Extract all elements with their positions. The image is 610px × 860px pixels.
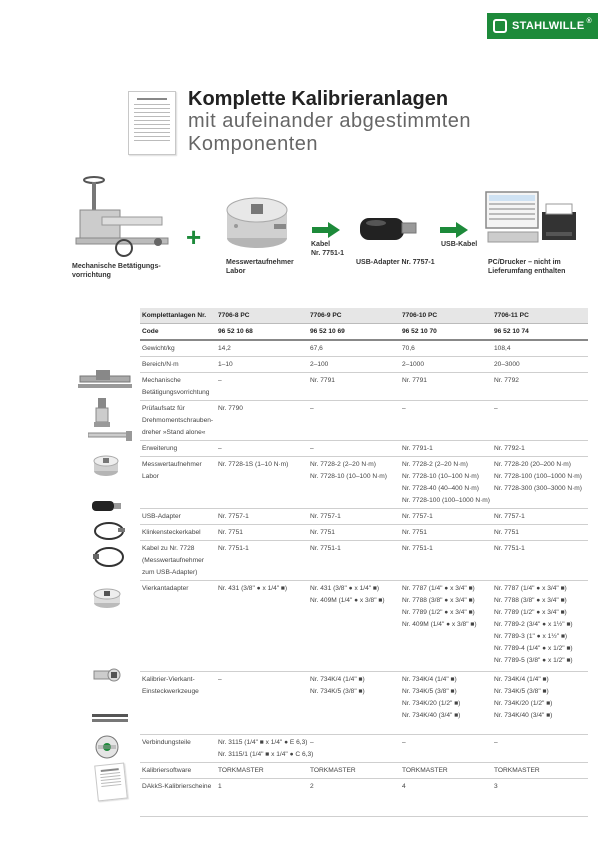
table-cell bbox=[400, 308, 492, 324]
cell-text: Klinkensteckerkabel bbox=[142, 528, 201, 536]
cell-text: Nr. 734K/40 (3/4" ■) bbox=[494, 711, 553, 719]
cell-text: Verbindungsteile bbox=[142, 738, 191, 746]
cell-text: Einsteckwerkzeuge bbox=[142, 687, 199, 695]
cell-text: Nr. 409M (1/4" ● x 3/8" ■) bbox=[310, 596, 385, 604]
table-cell bbox=[216, 308, 308, 324]
table-cell bbox=[400, 340, 492, 357]
table-cell bbox=[400, 357, 492, 373]
row-label bbox=[140, 541, 216, 581]
cell-text: DAkkS-Kalibrierscheine bbox=[142, 782, 212, 790]
cell-text: zum USB-Adapter) bbox=[142, 568, 198, 576]
cell-text: 96 52 10 69 bbox=[310, 327, 345, 335]
cell-text: Vierkantadapter bbox=[142, 584, 189, 592]
row-label bbox=[140, 509, 216, 525]
jack-cable-row-icon bbox=[92, 520, 126, 542]
cell-text: 7706-8 PC bbox=[218, 311, 250, 319]
table-row bbox=[140, 779, 588, 817]
certificate-thumbnail-icon bbox=[128, 91, 176, 155]
table-cell bbox=[216, 324, 308, 341]
cell-text: Nr. 7751-1 bbox=[494, 544, 525, 552]
arrow-right-icon bbox=[312, 222, 340, 238]
usb-adapter-image bbox=[356, 210, 418, 244]
table-row bbox=[140, 672, 588, 735]
cell-text: Nr. 734K/5 (3/8" ■) bbox=[494, 687, 549, 695]
cell-text: Nr. 7728-10 (10–100 N·m) bbox=[310, 472, 387, 480]
cell-text: 2–100 bbox=[310, 360, 329, 368]
plus-icon: + bbox=[186, 222, 202, 252]
table-cell bbox=[308, 357, 400, 373]
cell-text: 14,2 bbox=[218, 344, 231, 352]
cell-text: 67,6 bbox=[310, 344, 323, 352]
cell-text: Nr. 7789-4 (1/4" ● x 1/2" ■) bbox=[494, 644, 573, 652]
cell-text: Nr. 734K/5 (3/8" ■) bbox=[402, 687, 457, 695]
table-cell bbox=[216, 672, 308, 735]
table-cell bbox=[216, 441, 308, 457]
label-usb-cable: USB-Kabel bbox=[441, 241, 478, 248]
table-row bbox=[140, 509, 588, 525]
cell-text: Nr. 7751-1 bbox=[310, 544, 341, 552]
cell-text: Nr. 734K/20 (1/2" ■) bbox=[494, 699, 553, 707]
table-cell bbox=[400, 735, 492, 763]
cell-text: Nr. 7789 (1/2" ● x 3/4" ■) bbox=[494, 608, 567, 616]
cell-text: Nr. 7789-5 (3/8" ● x 1/2" ■) bbox=[494, 656, 573, 664]
cell-text: – bbox=[310, 738, 314, 746]
cell-text: Nr. 7751 bbox=[402, 528, 427, 536]
table-cell bbox=[492, 373, 588, 401]
cell-text: Nr. 7788 (3/8" ● x 3/4" ■) bbox=[402, 596, 475, 604]
row-label bbox=[140, 308, 216, 324]
cell-text: – bbox=[310, 444, 314, 452]
cell-text: 96 52 10 70 bbox=[402, 327, 437, 335]
brand-name: STAHLWILLE bbox=[512, 20, 585, 32]
table-cell bbox=[308, 735, 400, 763]
cell-text: Nr. 7792-1 bbox=[494, 444, 525, 452]
row-label bbox=[140, 324, 216, 341]
cell-text: 20–3000 bbox=[494, 360, 520, 368]
table-cell bbox=[492, 357, 588, 373]
cell-text: Kalibrier-Vierkant- bbox=[142, 675, 195, 683]
cell-text: Nr. 7728-1S (1–10 N·m) bbox=[218, 460, 289, 468]
table-cell bbox=[492, 581, 588, 672]
cell-text: 96 52 10 68 bbox=[218, 327, 253, 335]
cell-text: Drehmomentschrauben- bbox=[142, 416, 214, 424]
cell-text: Nr. 7791-1 bbox=[402, 444, 433, 452]
cell-text: 4 bbox=[402, 782, 406, 790]
table-cell bbox=[492, 324, 588, 341]
table-cell bbox=[400, 457, 492, 509]
brand-mark-icon bbox=[493, 19, 507, 33]
cell-text: TORKMASTER bbox=[218, 766, 264, 774]
table-cell bbox=[216, 509, 308, 525]
table-row bbox=[140, 541, 588, 581]
cell-text: Nr. 7757-1 bbox=[494, 512, 525, 520]
cell-text: Nr. 7751-1 bbox=[218, 544, 249, 552]
arrow-right-icon bbox=[440, 222, 468, 238]
cell-text: USB-Adapter bbox=[142, 512, 181, 520]
cell-text: Nr. 431 (3/8" ● x 1/4" ■) bbox=[310, 584, 380, 592]
row-label bbox=[140, 457, 216, 509]
cell-text: Erweiterung bbox=[142, 444, 178, 452]
table-cell bbox=[308, 525, 400, 541]
table-cell bbox=[216, 401, 308, 441]
table-cell bbox=[308, 373, 400, 401]
table-cell bbox=[492, 340, 588, 357]
label-pc-printer: PC/Drucker – nicht im Lieferumfang enthalten bbox=[488, 259, 566, 276]
cell-text: – bbox=[494, 738, 498, 746]
cell-text: 70,6 bbox=[402, 344, 415, 352]
table-cell bbox=[400, 672, 492, 735]
table-row bbox=[140, 373, 588, 401]
table-cell bbox=[400, 525, 492, 541]
cell-text: Nr. 409M (1/4" ● x 3/8" ■) bbox=[402, 620, 477, 628]
table-cell bbox=[400, 324, 492, 341]
table-cell bbox=[308, 340, 400, 357]
table-cell bbox=[400, 763, 492, 779]
table-cell bbox=[308, 401, 400, 441]
table-cell bbox=[216, 340, 308, 357]
cell-text: Labor bbox=[142, 472, 159, 480]
cell-text: Nr. 734K/4 (1/4" ■) bbox=[494, 675, 549, 683]
table-cell bbox=[216, 735, 314, 763]
cell-text: – bbox=[402, 738, 406, 746]
cell-text: Nr. 7751 bbox=[310, 528, 335, 536]
table-cell bbox=[492, 763, 588, 779]
cell-text: Nr. 7751-1 bbox=[402, 544, 433, 552]
square-adapter-row-icon bbox=[92, 586, 122, 610]
table-cell bbox=[308, 672, 400, 735]
sensor-image bbox=[224, 190, 290, 252]
cell-text: Nr. 734K/4 (1/4" ■) bbox=[402, 675, 457, 683]
table-cell bbox=[308, 457, 400, 509]
cell-text: Kalibriersoftware bbox=[142, 766, 192, 774]
table-row bbox=[140, 763, 588, 779]
cell-text: Nr. 734K/4 (1/4" ■) bbox=[310, 675, 365, 683]
cell-text: Nr. 7728-20 (20–200 N·m) bbox=[494, 460, 571, 468]
cell-text: Nr. 7790 bbox=[218, 404, 243, 412]
cell-text: Nr. 7751 bbox=[494, 528, 519, 536]
pc-printer-image bbox=[484, 190, 578, 254]
row-label bbox=[140, 340, 216, 357]
cell-text: 2 bbox=[310, 782, 314, 790]
table-cell bbox=[400, 541, 492, 581]
table-cell bbox=[216, 357, 308, 373]
cell-text: Kabel zu Nr. 7728 bbox=[142, 544, 195, 552]
page-title: Komplette Kalibrieranlagen bbox=[188, 88, 449, 110]
table-row bbox=[140, 525, 588, 541]
cell-text: – bbox=[310, 404, 314, 412]
cell-text: – bbox=[494, 404, 498, 412]
row-label bbox=[140, 357, 216, 373]
table-row bbox=[140, 581, 588, 672]
cell-text: Nr. 7728-300 (300–3000 N·m) bbox=[494, 484, 582, 492]
cell-text: dreher »Stand alone« bbox=[142, 428, 206, 436]
table-row bbox=[140, 340, 588, 357]
extension-row-icon bbox=[88, 431, 132, 441]
row-label bbox=[140, 441, 216, 457]
table-cell bbox=[216, 373, 308, 401]
cell-text: Komplettanlagen Nr. bbox=[142, 311, 207, 319]
cell-text: Prüfaufsatz für bbox=[142, 404, 185, 412]
cell-text: Nr. 7728-10 (10–100 N·m) bbox=[402, 472, 479, 480]
table-cell bbox=[492, 457, 588, 509]
table-row bbox=[140, 357, 588, 373]
table-cell bbox=[216, 779, 308, 817]
table-cell bbox=[492, 735, 588, 763]
cell-text: Nr. 7728-100 (100–1000 N·m) bbox=[402, 496, 490, 504]
table-cell bbox=[400, 373, 492, 401]
cell-text: Nr. 7787 (1/4" ● x 3/4" ■) bbox=[402, 584, 475, 592]
cell-text: Nr. 734K/20 (1/2" ■) bbox=[402, 699, 461, 707]
row-label bbox=[140, 373, 216, 401]
cell-text: Nr. 7728-2 (2–20 N·m) bbox=[402, 460, 468, 468]
row-label bbox=[140, 672, 216, 735]
cell-text: Nr. 7728-40 (40–400 N·m) bbox=[402, 484, 479, 492]
label-mechanical-actuator: Mechanische Betätigungs- vorrichtung bbox=[72, 263, 161, 280]
row-label bbox=[140, 763, 216, 779]
table-row bbox=[140, 441, 588, 457]
table-cell bbox=[216, 457, 308, 509]
cell-text: Nr. 7789 (1/2" ● x 3/4" ■) bbox=[402, 608, 475, 616]
cell-text: 7706-11 PC bbox=[494, 311, 529, 319]
mechanical-actuator-row-icon bbox=[76, 368, 134, 392]
cell-text: Nr. 7757-1 bbox=[402, 512, 433, 520]
cell-text: Nr. 7791 bbox=[402, 376, 427, 384]
table-header-row bbox=[140, 308, 588, 324]
table-cell bbox=[492, 672, 588, 735]
cell-text: 108,4 bbox=[494, 344, 511, 352]
row-label bbox=[140, 525, 216, 541]
cell-text: 1 bbox=[218, 782, 222, 790]
cell-text: Code bbox=[142, 327, 159, 335]
table-cell bbox=[308, 541, 400, 581]
cell-text: Nr. 3115/1 (1/4" ■ x 1/4" ● C 6,3) bbox=[218, 750, 314, 758]
cell-text: Betätigungsvorrichtung bbox=[142, 388, 210, 396]
table-cell bbox=[492, 779, 588, 817]
sensor-row-icon bbox=[92, 452, 120, 478]
test-attachment-row-icon bbox=[92, 398, 112, 428]
table-cell bbox=[308, 308, 400, 324]
cell-text: – bbox=[218, 376, 222, 384]
table-cell bbox=[492, 308, 588, 324]
cell-text: TORKMASTER bbox=[494, 766, 540, 774]
table-row bbox=[140, 735, 588, 763]
cell-text: TORKMASTER bbox=[310, 766, 356, 774]
table-cell bbox=[492, 525, 588, 541]
connector-row-icon bbox=[92, 712, 130, 724]
row-label bbox=[140, 581, 216, 672]
mechanical-actuator-image bbox=[72, 172, 172, 262]
table-cell bbox=[400, 509, 492, 525]
spec-table bbox=[140, 308, 588, 817]
table-cell bbox=[492, 541, 588, 581]
cell-text: Nr. 7757-1 bbox=[218, 512, 249, 520]
cell-text: TORKMASTER bbox=[402, 766, 448, 774]
cell-text: Nr. 431 (3/8" ● x 1/4" ■) bbox=[218, 584, 288, 592]
table-cell bbox=[308, 441, 400, 457]
cell-text: Bereich/N·m bbox=[142, 360, 179, 368]
insert-tool-row-icon bbox=[92, 665, 122, 685]
page-subtitle-line2: Komponenten bbox=[188, 133, 319, 155]
cell-text: (Messwertaufnehmer bbox=[142, 556, 204, 564]
table-cell bbox=[308, 509, 400, 525]
row-label bbox=[140, 735, 216, 763]
cell-text: Nr. 7789-2 (3/4" ● x 1½" ■) bbox=[494, 620, 573, 628]
software-row-icon bbox=[94, 734, 120, 760]
cell-text: – bbox=[402, 404, 406, 412]
row-label bbox=[140, 401, 216, 441]
table-cell bbox=[492, 441, 588, 457]
table-cell bbox=[400, 779, 492, 817]
cell-text: Nr. 734K/40 (3/4" ■) bbox=[402, 711, 461, 719]
cell-text: 7706-9 PC bbox=[310, 311, 342, 319]
cell-text: 1–10 bbox=[218, 360, 233, 368]
table-cell bbox=[492, 509, 588, 525]
cell-text: Gewicht/kg bbox=[142, 344, 175, 352]
cell-text: Nr. 7751 bbox=[218, 528, 243, 536]
brand-logo: STAHLWILLE ® bbox=[487, 13, 598, 39]
cell-text: Mechanische bbox=[142, 376, 181, 384]
cell-text: Nr. 7789-3 (1" ● x 1½" ■) bbox=[494, 632, 568, 640]
cell-text: – bbox=[218, 675, 222, 683]
table-cell bbox=[400, 581, 492, 672]
table-row bbox=[140, 457, 588, 509]
cell-text: Nr. 734K/5 (3/8" ■) bbox=[310, 687, 365, 695]
row-label bbox=[140, 779, 216, 817]
cell-text: – bbox=[218, 444, 222, 452]
table-cell bbox=[308, 779, 400, 817]
table-cell bbox=[216, 763, 308, 779]
table-cell bbox=[216, 525, 308, 541]
cell-text: Nr. 7791 bbox=[310, 376, 335, 384]
cell-text: 7706-10 PC bbox=[402, 311, 438, 319]
table-code-row bbox=[140, 324, 588, 341]
table-cell bbox=[308, 581, 400, 672]
table-cell bbox=[308, 763, 400, 779]
cell-text: Nr. 7788 (3/8" ● x 3/4" ■) bbox=[494, 596, 567, 604]
table-cell bbox=[308, 324, 400, 341]
usb-adapter-row-icon bbox=[92, 500, 122, 512]
table-cell bbox=[216, 581, 308, 672]
cell-text: Messwertaufnehmer bbox=[142, 460, 202, 468]
label-sensor: Messwertaufnehmer Labor bbox=[226, 259, 294, 276]
label-usb-adapter: USB-Adapter Nr. 7757-1 bbox=[356, 259, 435, 266]
sensor-cable-row-icon bbox=[92, 545, 126, 569]
cell-text: 3 bbox=[494, 782, 498, 790]
cell-text: Nr. 3115 (1/4" ■ x 1/4" ● E 6,3) bbox=[218, 738, 308, 746]
table-cell bbox=[400, 401, 492, 441]
cell-text: 96 52 10 74 bbox=[494, 327, 529, 335]
table-cell bbox=[216, 541, 308, 581]
cell-text: Nr. 7787 (1/4" ● x 3/4" ■) bbox=[494, 584, 567, 592]
cell-text: Nr. 7792 bbox=[494, 376, 519, 384]
table-row bbox=[140, 401, 588, 441]
page-subtitle-line1: mit aufeinander abgestimmten bbox=[188, 110, 472, 132]
table-cell bbox=[492, 401, 588, 441]
cell-text: Nr. 7757-1 bbox=[310, 512, 341, 520]
cell-text: 2–1000 bbox=[402, 360, 425, 368]
certificate-row-icon bbox=[94, 763, 128, 802]
table-cell bbox=[400, 441, 492, 457]
label-cable: Kabel Nr. 7751-1 bbox=[311, 241, 345, 258]
cell-text: Nr. 7728-100 (100–1000 N·m) bbox=[494, 472, 582, 480]
cell-text: Nr. 7728-2 (2–20 N·m) bbox=[310, 460, 376, 468]
